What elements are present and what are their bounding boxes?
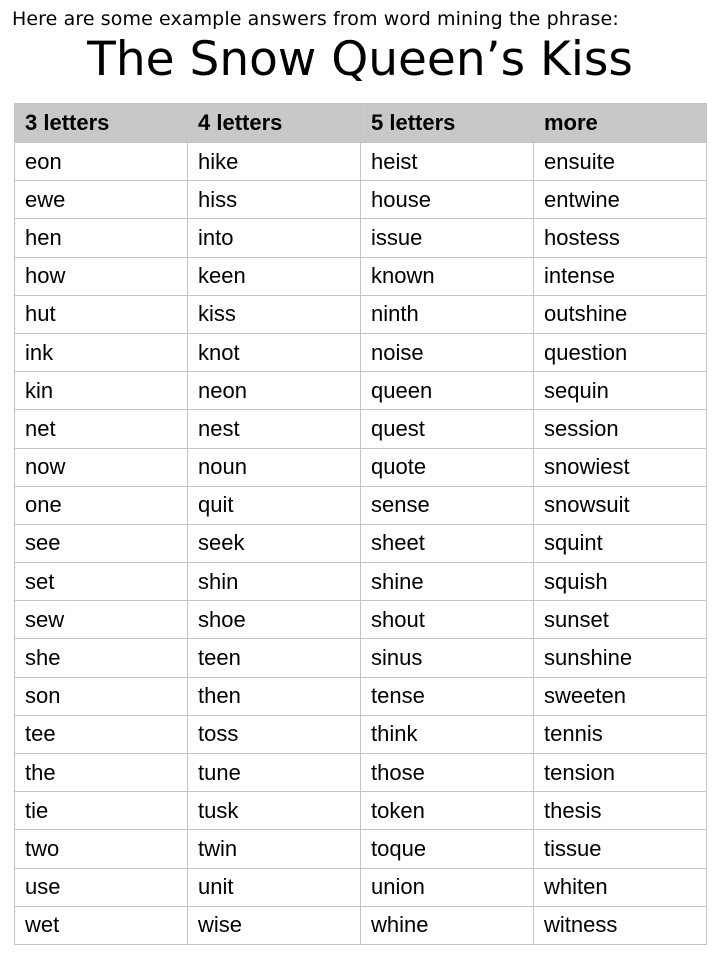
table-cell: nest — [188, 410, 361, 448]
table-cell: see — [15, 524, 188, 562]
table-cell: ensuite — [534, 143, 707, 181]
table-cell: now — [15, 448, 188, 486]
table-cell: tee — [15, 715, 188, 753]
table-cell: entwine — [534, 181, 707, 219]
table-cell: set — [15, 563, 188, 601]
table-cell: use — [15, 868, 188, 906]
table-cell: keen — [188, 257, 361, 295]
table-cell: how — [15, 257, 188, 295]
table-cell: shin — [188, 563, 361, 601]
table-row — [15, 792, 707, 830]
table-cell: teen — [188, 639, 361, 677]
table-cell: quote — [361, 448, 534, 486]
table-cell: thesis — [534, 792, 707, 830]
table-cell: sweeten — [534, 677, 707, 715]
table-cell: unit — [188, 868, 361, 906]
intro-text: Here are some example answers from word mining the phrase: — [12, 8, 619, 30]
table-row — [15, 563, 707, 601]
table-cell: quit — [188, 486, 361, 524]
table-cell: queen — [361, 372, 534, 410]
page-title: The Snow Queen’s Kiss — [87, 32, 633, 87]
table-row — [15, 295, 707, 333]
table-cell: noun — [188, 448, 361, 486]
table-cell: session — [534, 410, 707, 448]
table-row — [15, 715, 707, 753]
table-cell: into — [188, 219, 361, 257]
table-cell: seek — [188, 524, 361, 562]
word-table — [14, 103, 707, 945]
table-cell: then — [188, 677, 361, 715]
table-cell: hut — [15, 295, 188, 333]
table-cell: squish — [534, 563, 707, 601]
table-cell: token — [361, 792, 534, 830]
table-cell: toss — [188, 715, 361, 753]
table-cell: net — [15, 410, 188, 448]
table-cell: kiss — [188, 295, 361, 333]
table-cell: neon — [188, 372, 361, 410]
table-cell: outshine — [534, 295, 707, 333]
table-cell: ink — [15, 333, 188, 371]
table-cell: tennis — [534, 715, 707, 753]
table-cell: sunset — [534, 601, 707, 639]
table-row — [15, 524, 707, 562]
table-cell: hike — [188, 143, 361, 181]
table-row — [15, 257, 707, 295]
table-cell: shoe — [188, 601, 361, 639]
table-cell: snowsuit — [534, 486, 707, 524]
table-row — [15, 333, 707, 371]
column-header: 3 letters — [15, 104, 188, 143]
table-cell: shout — [361, 601, 534, 639]
table-row — [15, 868, 707, 906]
table-cell: the — [15, 754, 188, 792]
table-cell: kin — [15, 372, 188, 410]
table-cell: squint — [534, 524, 707, 562]
table-cell: son — [15, 677, 188, 715]
table-cell: sinus — [361, 639, 534, 677]
table-cell: hiss — [188, 181, 361, 219]
table-cell: sew — [15, 601, 188, 639]
table-row — [15, 448, 707, 486]
table-cell: witness — [534, 906, 707, 944]
table-cell: snowiest — [534, 448, 707, 486]
table-cell: known — [361, 257, 534, 295]
table-cell: intense — [534, 257, 707, 295]
table-cell: quest — [361, 410, 534, 448]
table-cell: sunshine — [534, 639, 707, 677]
table-cell: whine — [361, 906, 534, 944]
table-cell: whiten — [534, 868, 707, 906]
table-row — [15, 906, 707, 944]
header-row — [15, 104, 707, 143]
table-row — [15, 601, 707, 639]
table-cell: ewe — [15, 181, 188, 219]
table-cell: noise — [361, 333, 534, 371]
table-row — [15, 830, 707, 868]
table-cell: heist — [361, 143, 534, 181]
table-cell: eon — [15, 143, 188, 181]
table-row — [15, 754, 707, 792]
table-body — [15, 143, 707, 945]
table-cell: tune — [188, 754, 361, 792]
table-cell: wise — [188, 906, 361, 944]
table-row — [15, 372, 707, 410]
table-row — [15, 486, 707, 524]
table-cell: twin — [188, 830, 361, 868]
table-row — [15, 181, 707, 219]
table-row — [15, 677, 707, 715]
column-header: 4 letters — [188, 104, 361, 143]
table-cell: tie — [15, 792, 188, 830]
table-cell: hen — [15, 219, 188, 257]
table-cell: think — [361, 715, 534, 753]
table-cell: tissue — [534, 830, 707, 868]
table-cell: knot — [188, 333, 361, 371]
table-cell: sense — [361, 486, 534, 524]
table-cell: issue — [361, 219, 534, 257]
table-cell: sequin — [534, 372, 707, 410]
table-cell: shine — [361, 563, 534, 601]
table-cell: house — [361, 181, 534, 219]
table-cell: those — [361, 754, 534, 792]
table-cell: ninth — [361, 295, 534, 333]
table-cell: toque — [361, 830, 534, 868]
table-row — [15, 219, 707, 257]
table-row — [15, 410, 707, 448]
table-row — [15, 143, 707, 181]
table-cell: wet — [15, 906, 188, 944]
table-cell: union — [361, 868, 534, 906]
table-cell: tense — [361, 677, 534, 715]
table-cell: tusk — [188, 792, 361, 830]
table-cell: sheet — [361, 524, 534, 562]
table-row — [15, 639, 707, 677]
table-cell: tension — [534, 754, 707, 792]
table-cell: one — [15, 486, 188, 524]
table-cell: two — [15, 830, 188, 868]
column-header: more — [534, 104, 707, 143]
table-cell: question — [534, 333, 707, 371]
table-cell: she — [15, 639, 188, 677]
table-cell: hostess — [534, 219, 707, 257]
column-header: 5 letters — [361, 104, 534, 143]
